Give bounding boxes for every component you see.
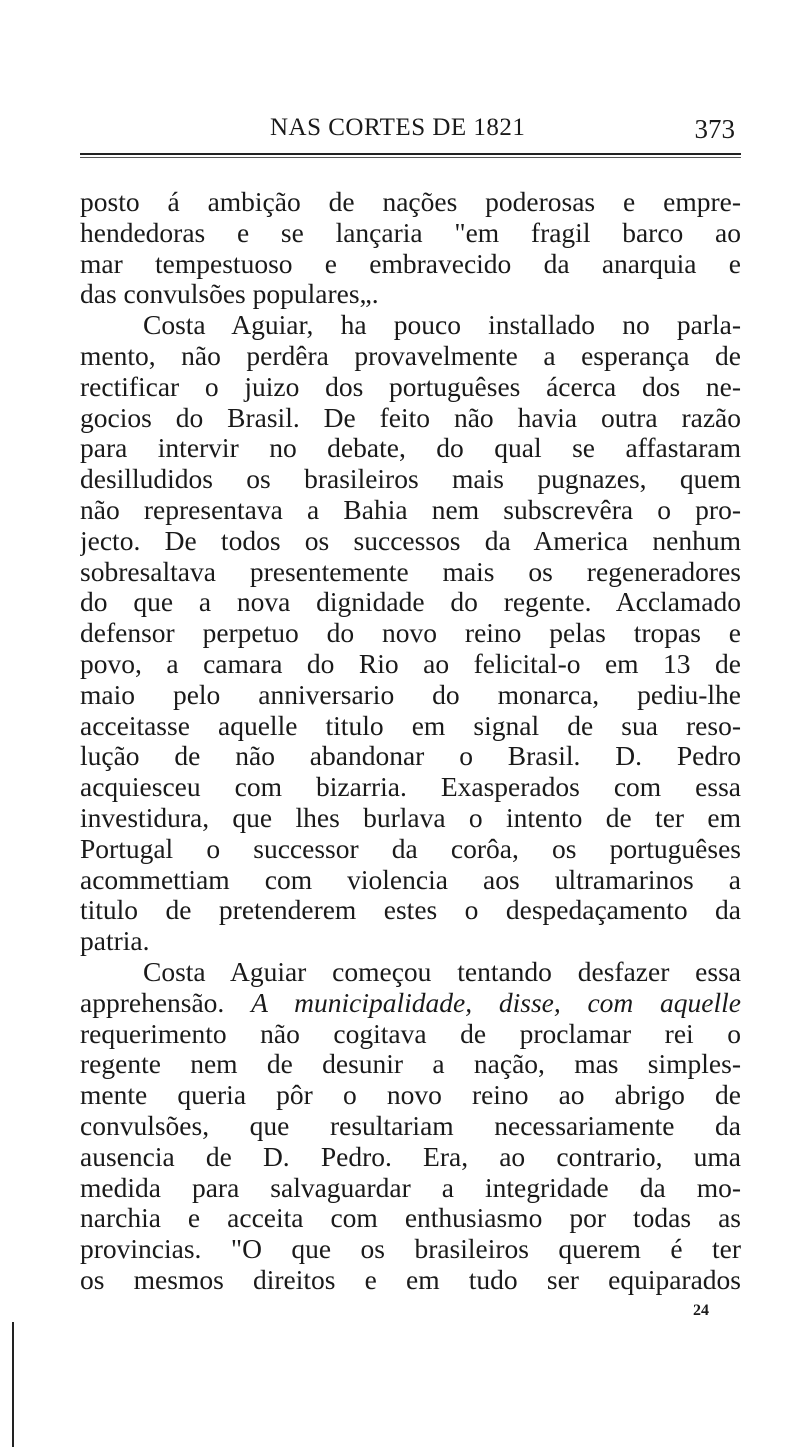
text-line: Costa Aguiar, ha pouco installado no parla-	[143, 310, 741, 341]
printer-signature-mark: 24	[693, 1302, 709, 1319]
text-line: rectificar o juizo dos portuguêses ácerca dos ne-	[80, 371, 741, 402]
running-head: NAS CORTES DE 1821	[270, 114, 526, 141]
text-line: investidura, que lhes burlava o intento de ter em	[80, 802, 741, 833]
text-line: requerimento não cogitava de proclamar rei o	[80, 1018, 741, 1049]
text-line: gocios do Brasil. De feito não havia outra razão	[80, 402, 741, 433]
text-line: lução de não abandonar o Brasil. D. Pedro	[80, 741, 741, 772]
text-line: mento, não perdêra provavelmente a esperança de	[80, 340, 741, 371]
text-line: maio pelo anniversario do monarca, pediu-lhe	[80, 679, 741, 710]
text-line: mente queria pôr o novo reino ao abrigo de	[80, 1080, 741, 1111]
header-rule	[80, 153, 741, 155]
body-text	[80, 187, 741, 1296]
text-line: posto á ambição de nações poderosas e empre-	[80, 187, 741, 217]
text-line: medida para salvaguardar a integridade da mo-	[80, 1172, 741, 1203]
text-line: acceitasse aquelle titulo em signal de sua reso-	[80, 710, 741, 741]
text-line: provincias. "O que os brasileiros querem é ter	[80, 1234, 741, 1265]
text-line: mar tempestuoso e embravecido da anarquia e	[80, 248, 741, 279]
text-line: acommettiam com violencia aos ultramarinos a	[80, 864, 741, 895]
text-line: patria.	[80, 926, 150, 957]
text-line: acquiesceu com bizarria. Exasperados com essa	[80, 772, 741, 803]
text-line: Costa Aguiar começou tentando desfazer essa	[143, 956, 741, 987]
text-line: convulsões, que resultariam necessariamente da	[80, 1110, 741, 1141]
text-line: ausencia de D. Pedro. Era, ao contrario, uma	[80, 1141, 741, 1172]
text-line: regente nem de desunir a nação, mas simples-	[80, 1049, 741, 1080]
page-number: 373	[694, 114, 735, 144]
text-line: Portugal o successor da corôa, os portuguêses	[80, 833, 741, 864]
text-line: do que a nova dignidade do regente. Acclamado	[80, 587, 741, 618]
text-line: jecto. De todos os successos da America nenhum	[80, 525, 741, 556]
text-line: os mesmos direitos e em tudo ser equiparados	[80, 1264, 741, 1295]
text-line: apprehensão. A municipalidade, disse, com aquelle	[80, 987, 741, 1018]
text-line: das convulsões populares„.	[80, 279, 379, 310]
text-line: sobresaltava presentemente mais os regeneradores	[80, 556, 741, 587]
text-line: desilludidos os brasileiros mais pugnazes, quem	[80, 464, 741, 495]
page-header	[270, 114, 735, 154]
text-line: não representava a Bahia nem subscrevêra o pro-	[80, 494, 741, 525]
header-rule-thin	[80, 157, 741, 158]
text-line: titulo de pretenderem estes o despedaçamento da	[80, 895, 741, 926]
text-line: defensor perpetuo do novo reino pelas tropas e	[80, 618, 741, 649]
text-line: narchia e acceita com enthusiasmo por todas as	[80, 1203, 741, 1234]
text-line: povo, a camara do Rio ao felicital-o em 13 de	[80, 648, 741, 679]
text-line: para intervir no debate, do qual se affastaram	[80, 433, 741, 464]
text-line: hendedoras e se lançaria "em fragil barco ao	[80, 217, 741, 248]
scan-edge-line	[12, 1322, 14, 1447]
